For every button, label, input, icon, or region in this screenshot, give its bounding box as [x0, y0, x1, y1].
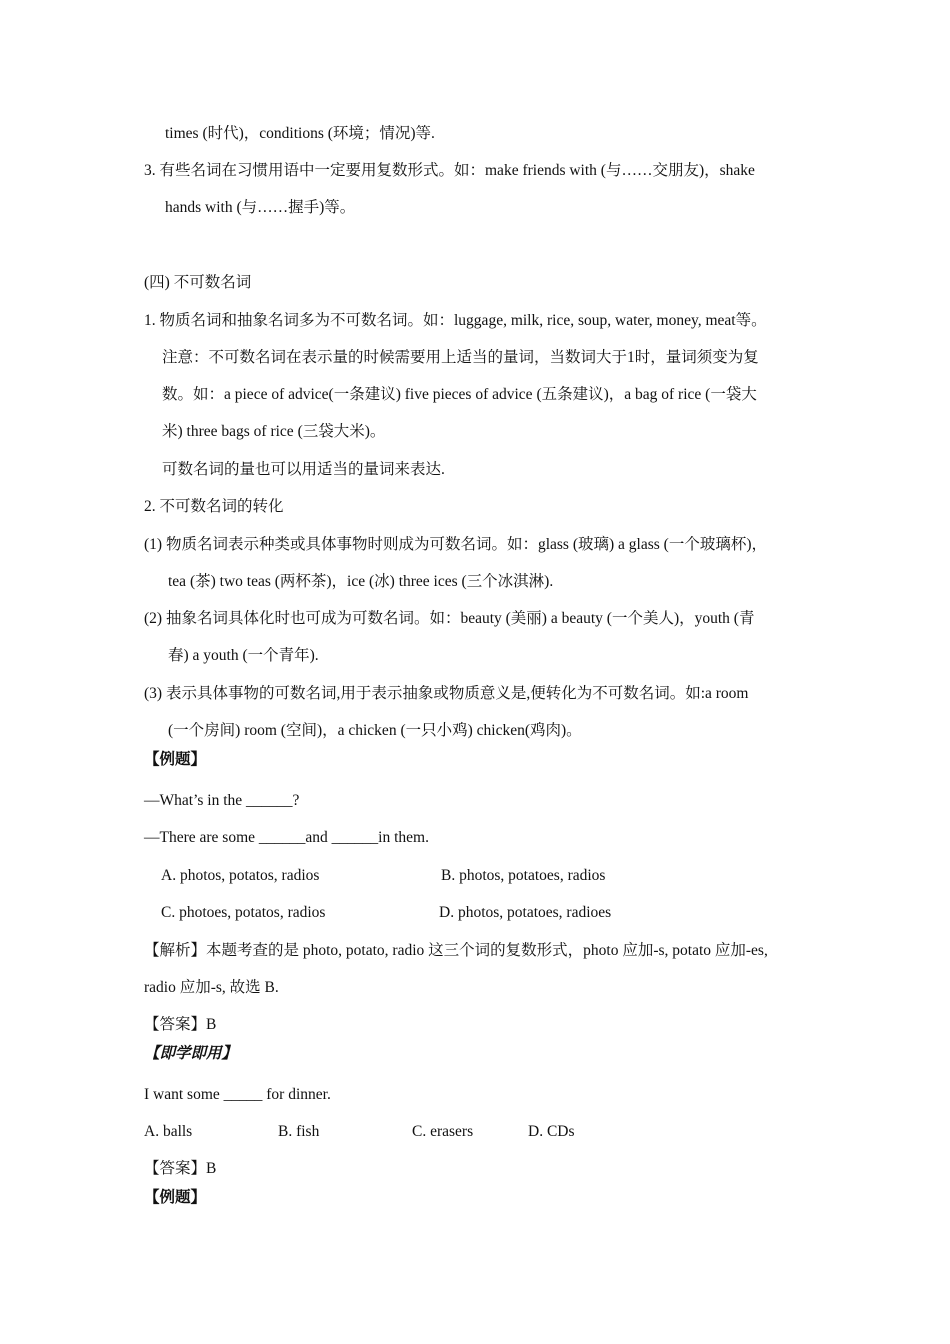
option-a: A. photos, potatos, radios: [161, 867, 320, 884]
practice-heading: 【即学即用】: [144, 1045, 238, 1062]
answer-line: 【答案】B: [144, 1016, 217, 1033]
text-line-times: times (时代)，conditions (环境；情况)等.: [165, 125, 435, 142]
option-b: B. photos, potatoes, radios: [441, 867, 606, 884]
analysis-line-2: radio 应加-s, 故选 B.: [144, 979, 279, 996]
text-line-sub-1: (1) 物质名词表示种类或具体事物时则成为可数名词。如：glass (玻璃) a glass (一个玻璃杯)，: [144, 536, 767, 553]
question-line-2: —There are some ______and ______in them.: [144, 829, 429, 846]
analysis-line-1: 【解析】本题考查的是 photo, potato, radio 这三个词的复数形式，photo 应加-s, potato 应加-es,: [144, 942, 768, 959]
option-d: D. photos, potatoes, radioes: [439, 904, 612, 921]
text-line-hands-with: hands with (与……握手)等。: [165, 199, 356, 216]
practice-option-a: A. balls: [144, 1123, 193, 1140]
text-line-item-2: 2. 不可数名词的转化: [144, 498, 284, 515]
text-line-room: (一个房间) room (空间)，a chicken (一只小鸡) chicken(鸡肉)。: [168, 722, 582, 739]
practice-option-d: D. CDs: [528, 1123, 575, 1140]
practice-answer-line: 【答案】B: [144, 1160, 217, 1177]
practice-option-c: C. erasers: [412, 1123, 474, 1140]
example-heading-2: 【例题】: [144, 1189, 207, 1206]
text-line-item-1: 1. 物质名词和抽象名词多为不可数名词。如：luggage, milk, rice, soup, water, money, meat等。: [144, 312, 767, 329]
text-line-tea: tea (茶) two teas (两杯茶)，ice (冰) three ices (三个冰淇淋).: [168, 573, 554, 590]
text-line-youth: 春) a youth (一个青年).: [168, 647, 319, 664]
option-c: C. photoes, potatos, radios: [161, 904, 326, 921]
text-line-item-3: 3. 有些名词在习惯用语中一定要用复数形式。如：make friends with (与……交朋友)，shake: [144, 162, 755, 179]
practice-option-b: B. fish: [278, 1123, 320, 1140]
example-heading: 【例题】: [144, 751, 207, 768]
text-line-sub-2: (2) 抽象名词具体化时也可成为可数名词。如：beauty (美丽) a beauty (一个美人)，youth (青: [144, 610, 755, 627]
question-line-1: —What’s in the ______?: [144, 792, 300, 809]
text-line-examples: 数。如：a piece of advice(一条建议) five pieces of advice (五条建议)，a bag of rice (一袋大: [162, 386, 757, 403]
practice-question: I want some _____ for dinner.: [144, 1086, 331, 1103]
text-line-sub-3: (3) 表示具体事物的可数名词,用于表示抽象或物质意义是,便转化为不可数名词。如:a room: [144, 685, 749, 702]
text-line-note: 注意：不可数名词在表示量的时候需要用上适当的量词，当数词大于1时，量词须变为复: [162, 349, 759, 366]
text-line-countable-quantity: 可数名词的量也可以用适当的量词来表达.: [162, 461, 445, 478]
section-heading-uncountable: (四) 不可数名词: [144, 274, 252, 291]
text-line-rice: 米) three bags of rice (三袋大米)。: [162, 423, 386, 440]
